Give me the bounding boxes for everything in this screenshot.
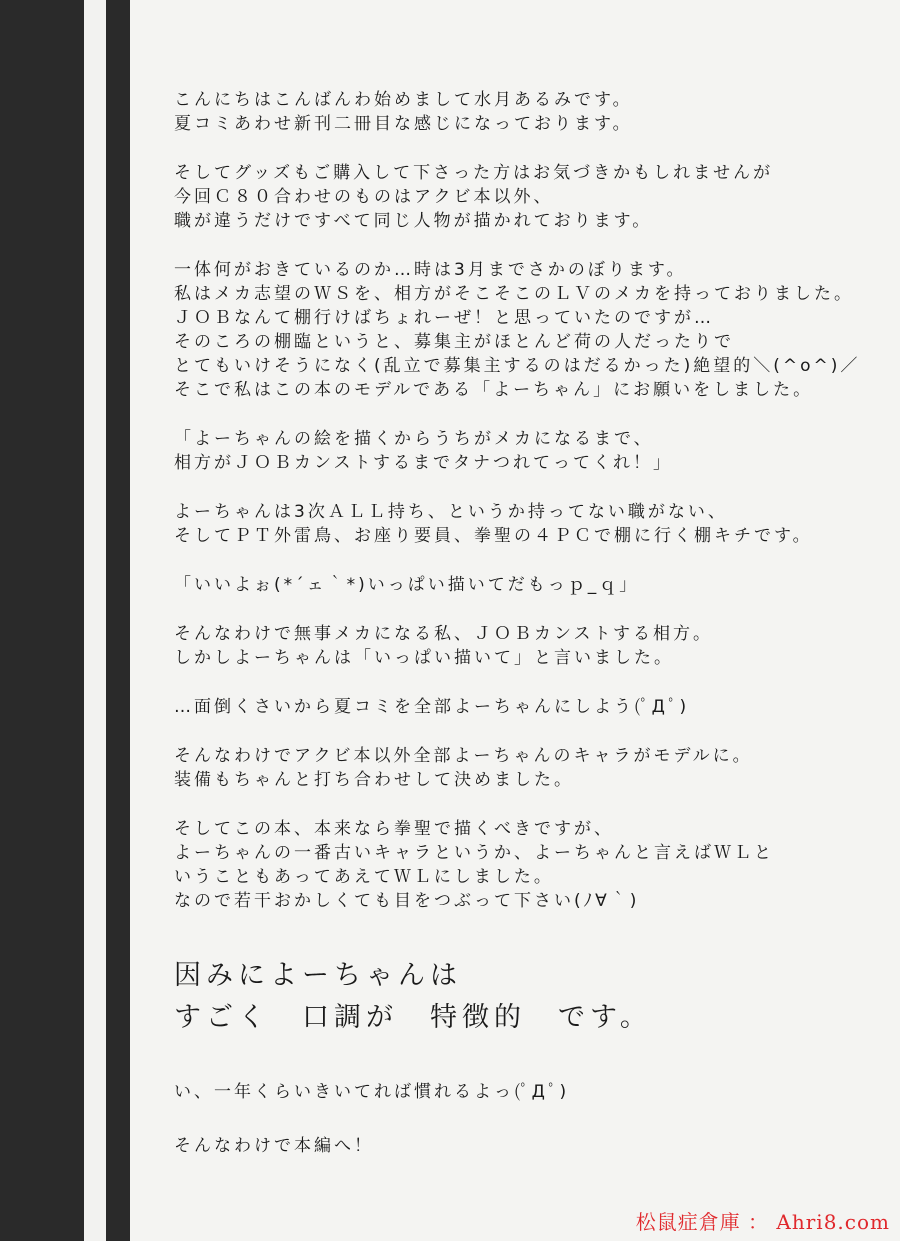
text-line: そしてこの本、本来なら拳聖で描くべきですが、 [174, 819, 614, 839]
emphasis-line: すごく 口調が 特徴的 です。 [174, 1002, 652, 1033]
text-line: しかしよーちゃんは「いっぱい描いて」と言いました。 [174, 648, 674, 668]
text-line: 「いいよぉ(*´ェ｀*)いっぱい描いてだもっｐ_ｑ」 [174, 575, 640, 595]
paragraph-reply [174, 573, 874, 597]
text-line: いうこともあってあえてＷＬにしました。 [174, 867, 554, 887]
text-line: そしてＰＴ外雷鳥、お座り要員、拳聖の４ＰＣで棚に行く棚キチです。 [174, 526, 813, 546]
text-line: こんにちはこんばんわ始めまして水月あるみです。 [174, 90, 633, 110]
text-line: 「よーちゃんの絵を描くからうちがメカになるまで、 [174, 429, 654, 449]
text-line: …面倒くさいから夏コミを全部よーちゃんにしよう(ﾟДﾟ) [174, 697, 690, 717]
closing-text [174, 1080, 874, 1188]
body-text [174, 88, 874, 938]
watermark: 松鼠症倉庫 ： Ahri8.com [635, 1210, 890, 1234]
text-line: なので若干おかしくても目をつぶって下さい(ﾉ∀｀) [174, 891, 640, 911]
text-line: 相方がＪＯＢカンストするまでタナつれてってくれ！」 [174, 453, 673, 473]
page-edge-bars [0, 0, 132, 1241]
text-line: そのころの棚臨というと、募集主がほとんど荷の人だったりで [174, 332, 734, 352]
text-line: そしてグッズもご購入して下さった方はお気づきかもしれませんが [174, 163, 774, 183]
emphasis-note [174, 955, 874, 1039]
paragraph-wl [174, 817, 874, 913]
paragraph-result [174, 622, 874, 670]
paragraph-decision [174, 695, 874, 719]
closing-line: い、一年くらいきいてれば慣れるよっ(ﾟДﾟ) [174, 1082, 570, 1102]
edge-bar-inner [106, 0, 130, 1241]
text-line: そこで私はこの本のモデルである「よーちゃん」にお願いをしました。 [174, 380, 814, 400]
edge-bar-outer [0, 0, 84, 1241]
text-line: 私はメカ志望のＷＳを、相方がそこそこのＬＶのメカを持っておりました。 [174, 284, 854, 304]
paragraph-goods [174, 161, 874, 233]
text-line: そんなわけで無事メカになる私、ＪＯＢカンストする相方。 [174, 624, 713, 644]
closing-line: そんなわけで本編へ！ [174, 1136, 374, 1156]
text-line: よーちゃんは3次ＡＬＬ持ち、というか持ってない職がない、 [174, 502, 728, 522]
emphasis-line: 因みによーちゃんは [174, 960, 462, 991]
text-line: ＪＯＢなんて棚行けばちょれーぜ！と思っていたのですが… [174, 308, 714, 328]
paragraph-greeting [174, 88, 874, 136]
text-line: 夏コミあわせ新刊二冊目な感じになっております。 [174, 114, 633, 134]
text-line: そんなわけでアクビ本以外全部よーちゃんのキャラがモデルに。 [174, 746, 753, 766]
paragraph-backstory [174, 258, 874, 402]
text-line: 装備もちゃんと打ち合わせして決めました。 [174, 770, 574, 790]
text-line: よーちゃんの一番古いキャラというか、よーちゃんと言えばＷＬと [174, 843, 774, 863]
paragraph-request [174, 427, 874, 475]
text-line: 今回Ｃ８０合わせのものはアクビ本以外、 [174, 187, 554, 207]
text-line: 一体何がおきているのか…時は3月までさかのぼります。 [174, 260, 687, 280]
paragraph-models [174, 744, 874, 792]
text-line: とてもいけそうになく(乱立で募集主するのはだるかった)絶望的＼(^o^)／ [174, 356, 861, 376]
edge-bar-gap [84, 0, 106, 1241]
text-line: 職が違うだけですべて同じ人物が描かれております。 [174, 211, 653, 231]
paragraph-yochan [174, 500, 874, 548]
